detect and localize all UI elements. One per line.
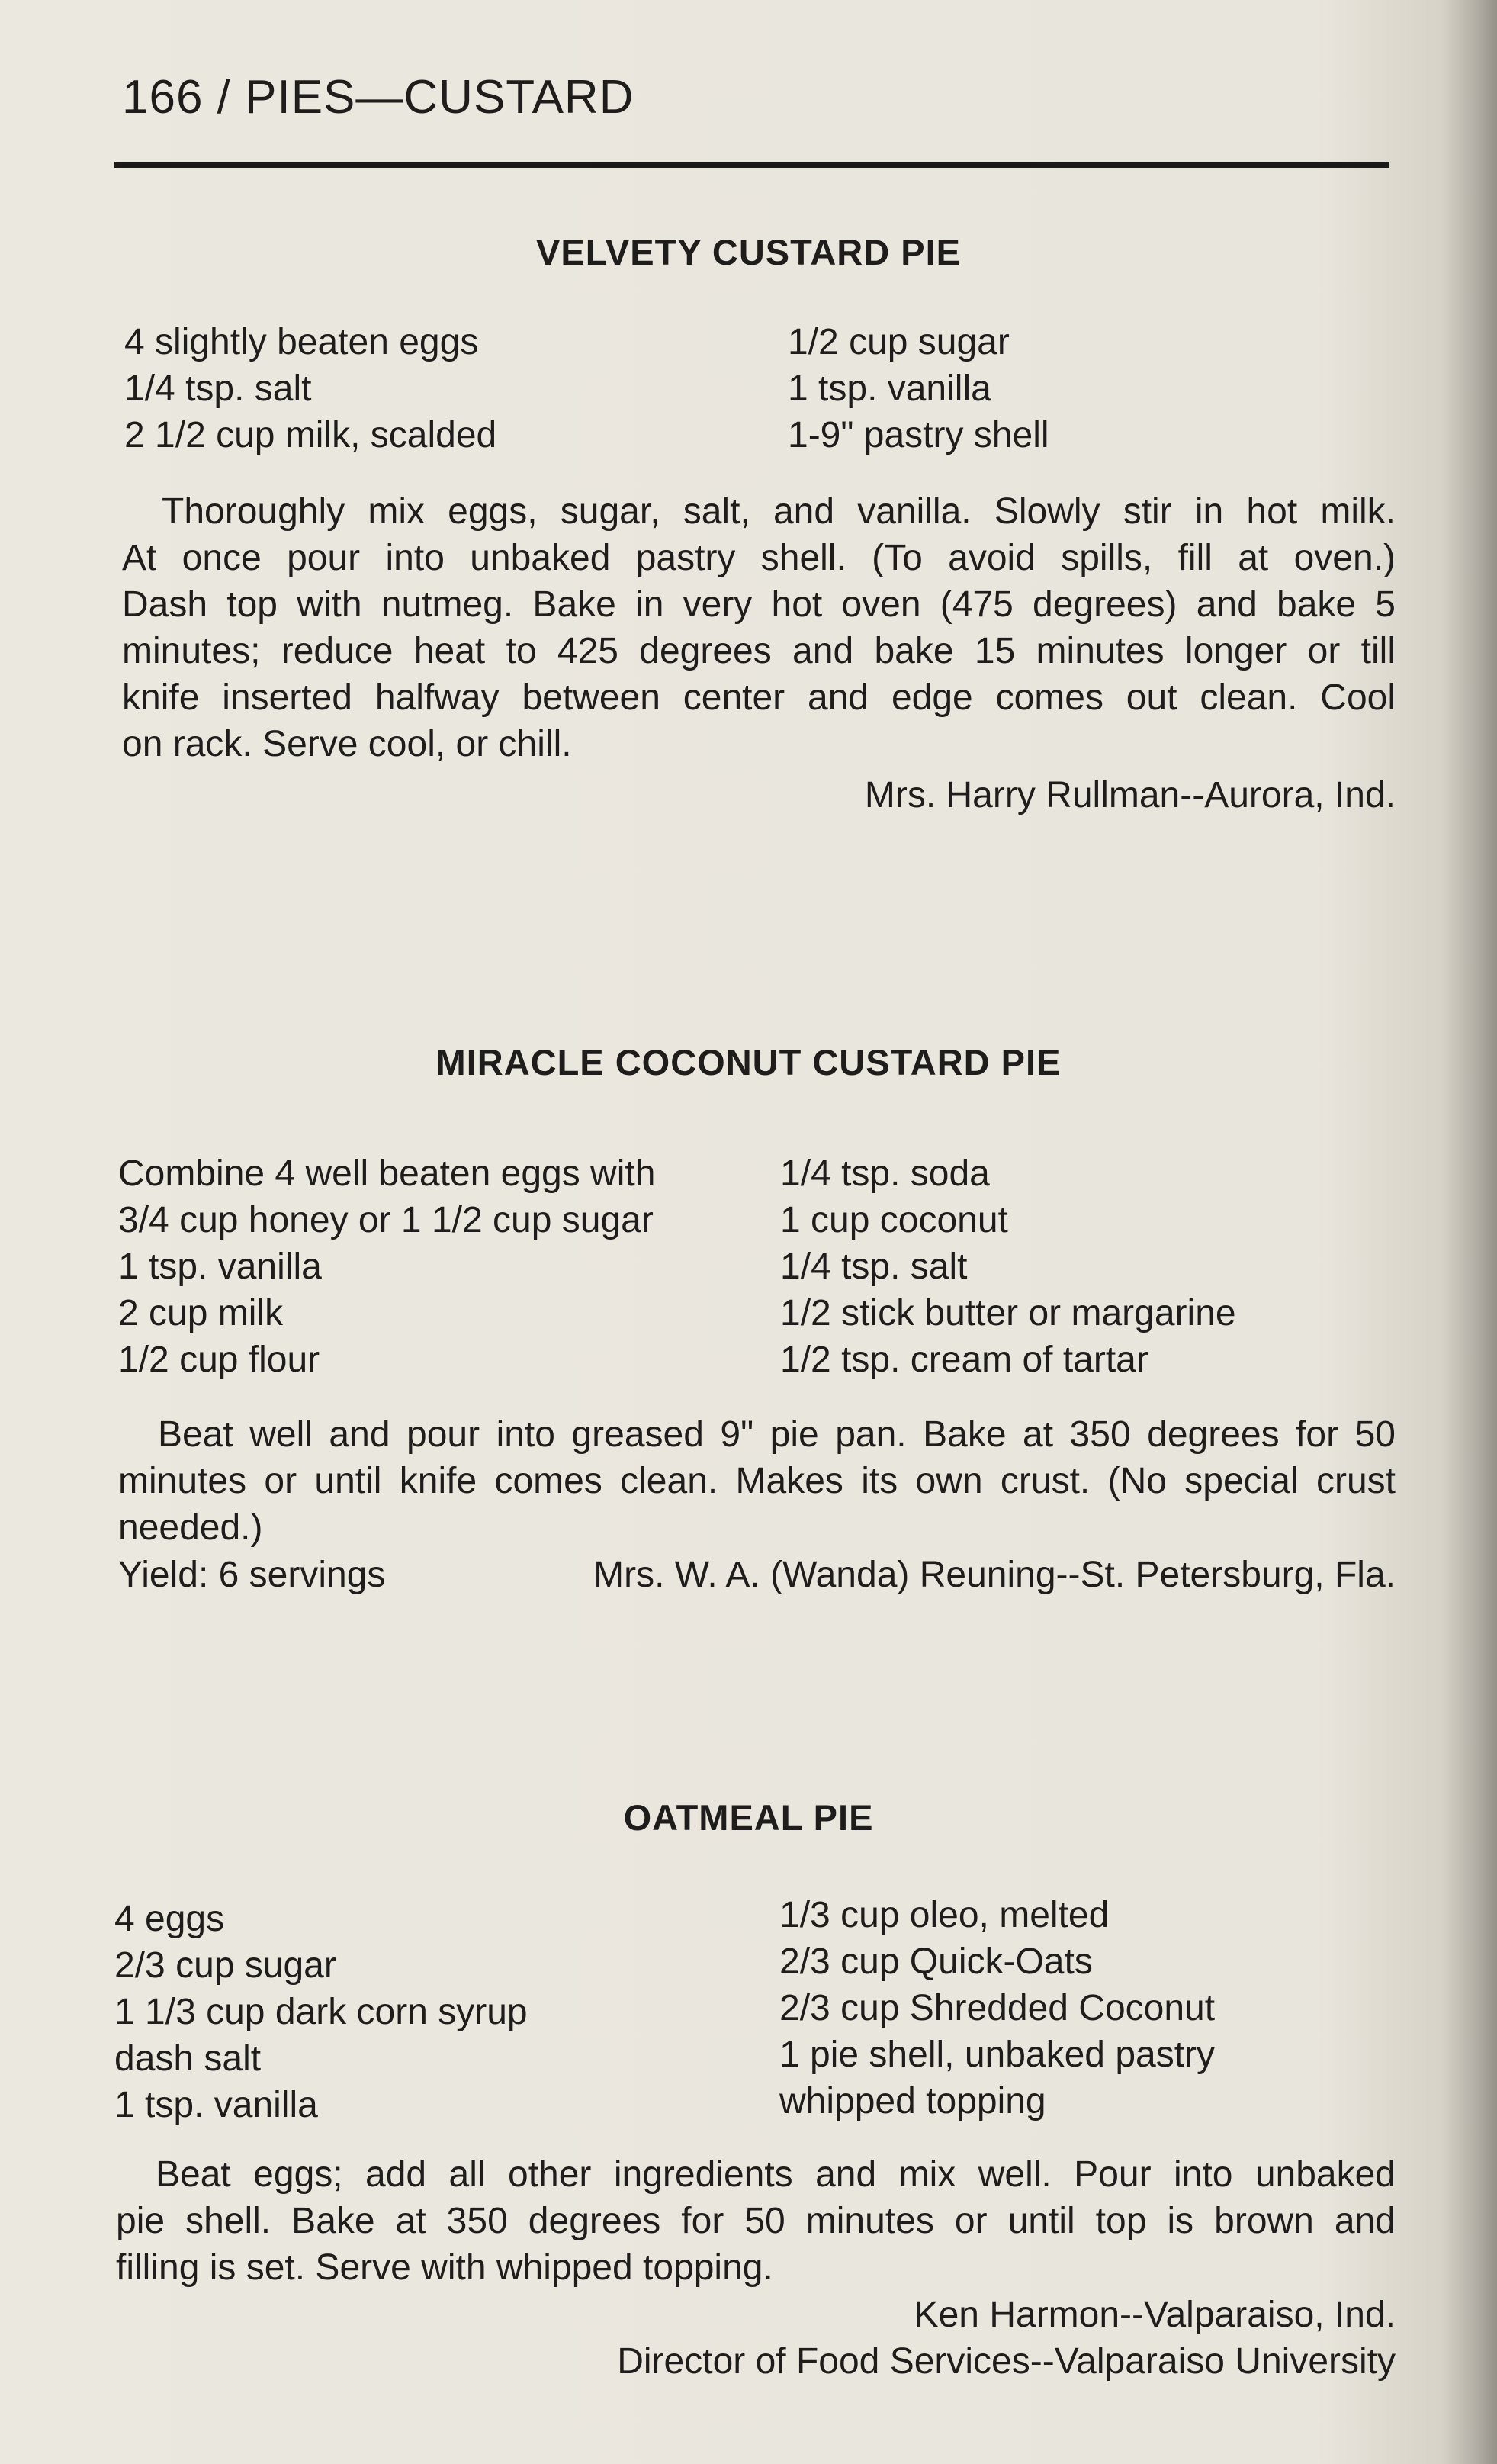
ingredient: 4 eggs (114, 1899, 225, 1939)
ingredient: 1/2 stick butter or margarine (780, 1293, 1236, 1333)
ingredient: 1 tsp. vanilla (118, 1246, 322, 1287)
attribution-velvety: Mrs. Harry Rullman--Aurora, Ind. (864, 775, 1396, 815)
ingredient: 1-9" pastry shell (788, 415, 1049, 455)
running-head: 166 / PIES—CUSTARD (122, 71, 634, 124)
direction-line: needed.) (118, 1507, 263, 1548)
ingredient: Combine 4 well beaten eggs with (118, 1153, 656, 1194)
ingredient: 1/2 cup sugar (788, 322, 1010, 362)
yield-miracle: Yield: 6 servings (118, 1555, 386, 1595)
header-rule (114, 162, 1389, 168)
directions-miracle (118, 1411, 1396, 1551)
ingredient: 1 tsp. vanilla (788, 368, 991, 409)
recipe-title-miracle: MIRACLE COCONUT CUSTARD PIE (435, 1042, 1062, 1082)
ingredient: 1/4 tsp. salt (780, 1246, 968, 1287)
ingredient: 3/4 cup honey or 1 1/2 cup sugar (118, 1200, 654, 1240)
direction-line: knife inserted halfway between center and edge comes out clean. Cool (122, 677, 1396, 718)
ingredient: 1 1/3 cup dark corn syrup (114, 1992, 528, 2032)
ingredient: 2/3 cup sugar (114, 1945, 336, 1986)
directions-oatmeal (116, 2151, 1396, 2291)
attribution-miracle: Mrs. W. A. (Wanda) Reuning--St. Petersburg, Fla. (593, 1555, 1396, 1595)
ingredients-left-miracle (118, 1150, 655, 1383)
direction-line: Dash top with nutmeg. Bake in very hot oven (475 degrees) and bake 5 (122, 584, 1396, 625)
direction-line: Thoroughly mix eggs, sugar, salt, and vanilla. Slowly stir in hot milk. (162, 491, 1396, 532)
direction-line: filling is set. Serve with whipped topping. (116, 2247, 773, 2288)
ingredient: dash salt (114, 2038, 262, 2079)
ingredient: 1 pie shell, unbaked pastry (779, 2035, 1216, 2075)
direction-line: Beat well and pour into greased 9" pie pan. Bake at 350 degrees for 50 (158, 1414, 1396, 1455)
recipe-title-velvety: VELVETY CUSTARD PIE (536, 232, 961, 272)
ingredient: 2/3 cup Shredded Coconut (779, 1988, 1216, 2028)
attribution-oatmeal-title: Director of Food Services--Valparaiso University (617, 2341, 1396, 2382)
direction-line: on rack. Serve cool, or chill. (122, 724, 572, 764)
directions-velvety (122, 488, 1396, 767)
direction-line: minutes; reduce heat to 425 degrees and bake 15 minutes longer or till (122, 631, 1396, 671)
ingredients-left-velvety (124, 319, 496, 458)
ingredients-right-oatmeal (779, 1892, 1215, 2125)
direction-line: Beat eggs; add all other ingredients and mix well. Pour into unbaked (156, 2154, 1396, 2195)
ingredient: 1 tsp. vanilla (114, 2085, 318, 2125)
ingredients-right-miracle (780, 1150, 1236, 1383)
ingredient: 1/4 tsp. salt (124, 368, 312, 409)
ingredient: 2/3 cup Quick-Oats (779, 1941, 1093, 1982)
ingredient: 4 slightly beaten eggs (124, 322, 479, 362)
attribution-oatmeal-name: Ken Harmon--Valparaiso, Ind. (914, 2295, 1396, 2335)
ingredient: 2 1/2 cup milk, scalded (124, 415, 497, 455)
direction-line: At once pour into unbaked pastry shell. (To avoid spills, fill at oven.) (122, 538, 1396, 578)
ingredient: 2 cup milk (118, 1293, 284, 1333)
recipe-title-oatmeal: OATMEAL PIE (623, 1797, 874, 1838)
direction-line: minutes or until knife comes clean. Makes its own crust. (No special crust (118, 1461, 1396, 1501)
ingredient: 1/4 tsp. soda (780, 1153, 990, 1194)
page-edge-shadow (1444, 0, 1497, 2464)
ingredient: 1 cup coconut (780, 1200, 1008, 1240)
ingredient: 1/2 tsp. cream of tartar (780, 1340, 1148, 1380)
ingredient: 1/2 cup flour (118, 1340, 320, 1380)
direction-line: pie shell. Bake at 350 degrees for 50 minutes or until top is brown and (116, 2201, 1396, 2241)
ingredient: 1/3 cup oleo, melted (779, 1895, 1110, 1935)
ingredient: whipped topping (779, 2081, 1046, 2121)
ingredients-right-velvety (788, 319, 1049, 458)
ingredients-left-oatmeal (114, 1896, 528, 2128)
